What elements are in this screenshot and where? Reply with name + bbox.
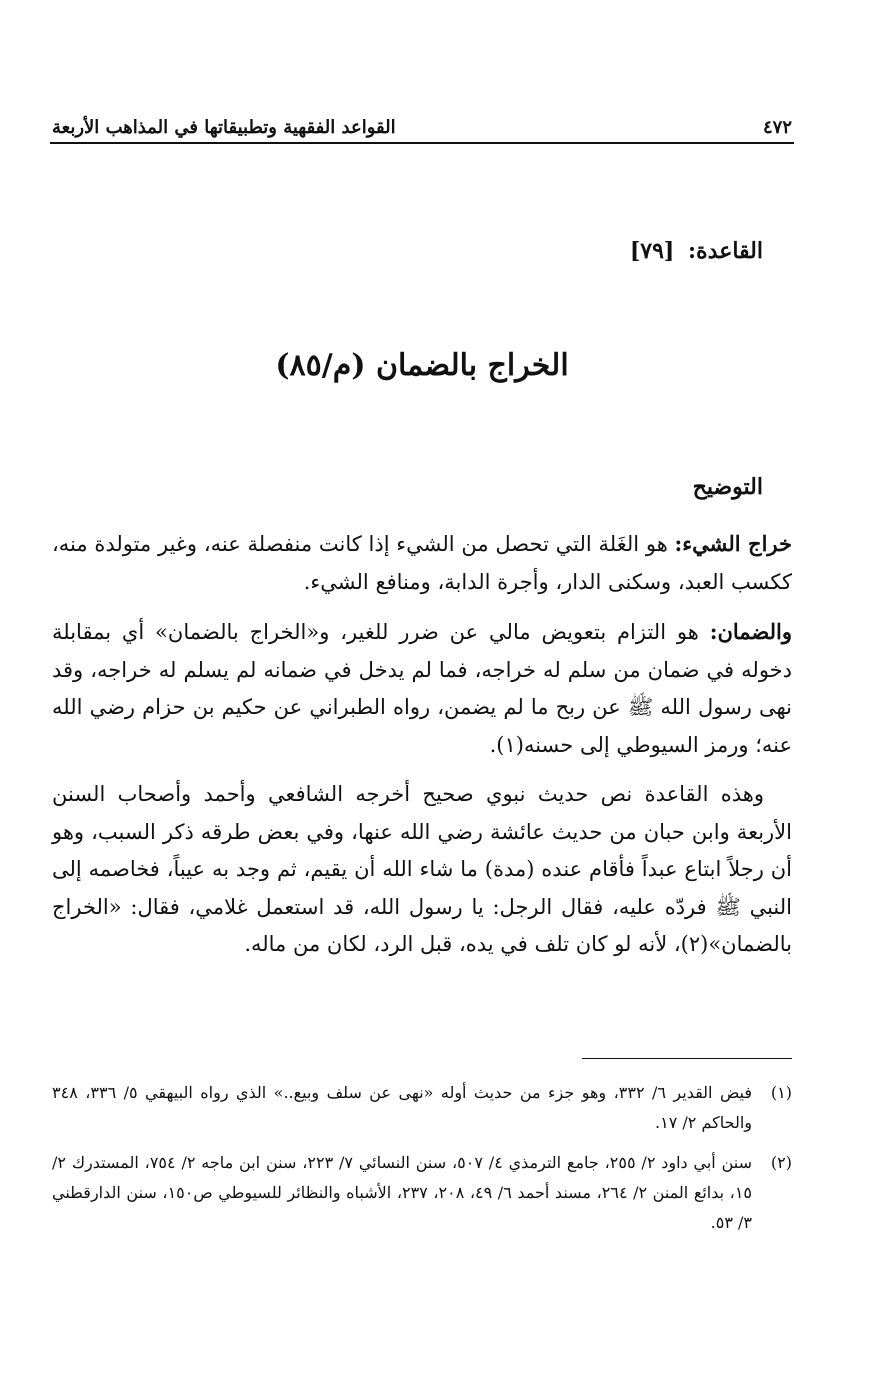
section-heading: التوضيح	[692, 474, 763, 500]
footnote-text: سنن أبي داود ٢/ ٢٥٥، جامع الترمذي ٤/ ٥٠٧، سنن النسائي ٧/ ٢٢٣، سنن ابن ماجه ٢/ ٧٥٤، المستدرك ٢/ ١٥، بدائع المنن ٢/ ٢٦٤، مسند أحمد ٦/ ٤٩، ٢٠٨، ٢٣٧، الأشباه والنظائر للسيوطي ص١٥٠، سنن الدارقطني ٣/ ٥٣.	[52, 1153, 753, 1232]
book-title: القواعد الفقهية وتطبيقاتها في المذاهب الأربعة	[52, 117, 396, 138]
paragraph-text: وهذه القاعدة نص حديث نبوي صحيح أخرجه الشافعي وأحمد وأصحاب السنن الأربعة وابن حبان من حديث عائشة رضي الله عنها، وفي بعض طرقه ذكر السبب، وهو أن رجلاً ابتاع عبداً فأقام عنده (مدة) ما شاء الله أن يقيم، ثم وجد به عيباً، فخاصمه إلى النبي ﷺ فردّه عليه، فقال الرجل: يا رسول الله، قد استعمل غلامي، فقال: «الخراج بالضمان»(٢)، لأنه لو كان تلف في يده، قبل الرد، لكان من ماله.	[52, 782, 792, 956]
header-divider	[50, 142, 794, 144]
body-text	[52, 525, 792, 976]
rule-label	[630, 238, 763, 264]
footnote	[52, 1078, 792, 1138]
footnote-number: (٢)	[770, 1153, 792, 1172]
paragraph-text: هو التزام بتعويض مالي عن ضرر للغير، و«الخراج بالضمان» أي بمقابلة دخوله في ضمان من سلم له خراجه، فما لم يدخل في ضمانه لم يسلم له خراجه، وقد نهى رسول الله ﷺ عن ربح ما لم يضمن، رواه الطبراني عن حكيم بن حزام رضي الله عنه؛ ورمز السيوطي إلى حسنه(١).	[52, 620, 792, 757]
paragraph	[52, 613, 792, 764]
paragraph	[52, 776, 792, 964]
rule-title: الخراج بالضمان (م/٨٥)	[275, 348, 569, 383]
page-header	[52, 108, 792, 138]
page-number: ٤٧٢	[762, 117, 792, 138]
paragraph-term: والضمان:	[709, 619, 792, 644]
rule-label-text: القاعدة:	[688, 238, 763, 264]
footnote-number: (١)	[770, 1083, 792, 1102]
footnote-divider	[582, 1058, 792, 1059]
footnote	[52, 1148, 792, 1238]
paragraph-text: هو الغَلة التي تحصل من الشيء إذا كانت منفصلة عنه، وغير متولدة منه، ككسب العبد، وسكنى الدار، وأجرة الدابة، ومنافع الشيء.	[52, 532, 792, 594]
paragraph	[52, 525, 792, 601]
footnote-text: فيض القدير ٦/ ٣٣٢، وهو جزء من حديث أوله «نهى عن سلف وبيع..» الذي رواه البيهقي ٥/ ٣٣٦، ٣٤٨ والحاكم ٢/ ١٧.	[52, 1083, 753, 1132]
rule-number: [٧٩]	[629, 238, 675, 264]
paragraph-term: خراج الشيء:	[674, 531, 793, 556]
footnotes	[52, 1078, 792, 1248]
